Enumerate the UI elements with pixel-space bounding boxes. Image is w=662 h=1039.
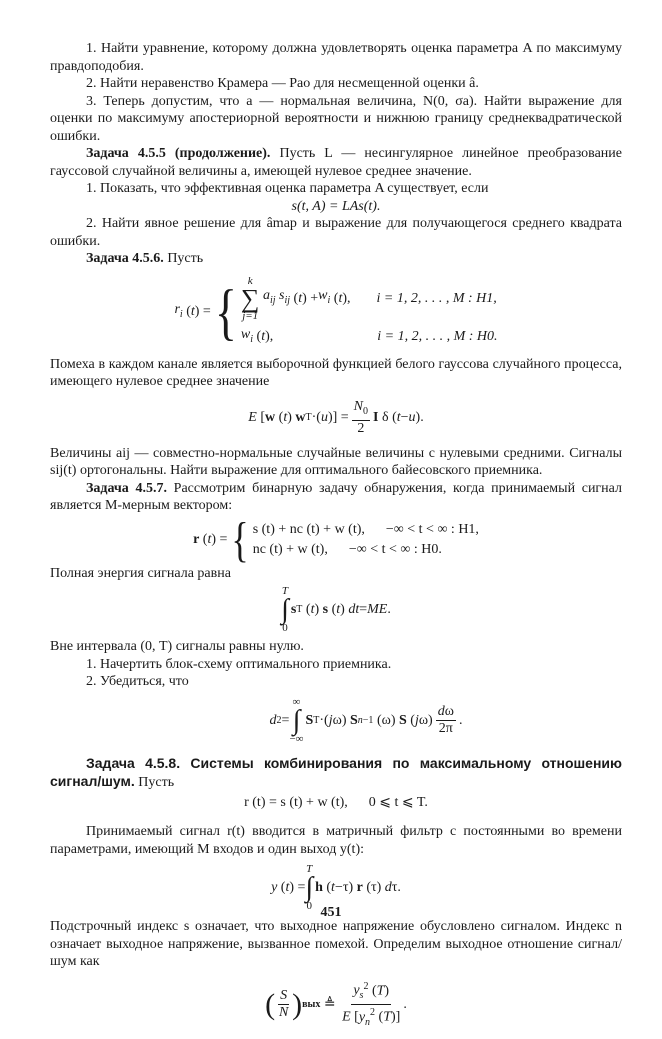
equation-snr: ( $\frac{S}{N}$ ) вых ≜ $\frac{y_s^2 (T)}{E [y_n^2 (T)]}$ . — [265, 980, 407, 1028]
item-3-map-estimate: 3. Теперь допустим, что a — нормальная величина, N(0, σa). Найти выражение для оценки по максимуму апостериорной вероятности и нижнюю границу среднеквадратической ошибки. — [50, 93, 622, 144]
task-4-5-8 — [50, 755, 622, 792]
task-4-5-6-text: Пусть — [167, 251, 204, 266]
task-4-5-5-item-2: 2. Найти явное решение для âmap и выражение для получающегося среднего квадрата ошибки. — [50, 216, 622, 249]
equation-energy: T ∫ 0 s T ( t ) s ( t ) dt = ME . — [281, 585, 391, 635]
equation-r-cases: r ( t ) = { s (t) + nc (t) + w (t), −∞ < t < ∞ : H1, nc (t) + w (t), −∞ < t < ∞ : H0. — [193, 512, 479, 567]
para-index-s: Подстрочный индекс s означает, что выходное напряжение обусловлено сигналом. Индекс n означает выходное напряжение, вызванное помехой. Определим выходное отношение сигнал/шум как — [50, 919, 622, 970]
equation-noise-covariance: E [ w ( t ) w T ·( u )] = $\frac{N_0}{2}$ I δ ( t − u ). — [248, 398, 424, 436]
para-matrix-filter: Принимаемый сигнал r(t) вводится в матричный фильтр с постоянными во времени параметрами, имеющий M входов и один выход y(t): — [50, 824, 622, 857]
equation-y-of-t: y ( t ) = T ∫ 0 h ( t −τ) r (τ) d τ. — [271, 863, 401, 913]
task-4-5-6 — [50, 250, 622, 268]
para-noise: Помеха в каждом канале является выборочной функцией белого гауссова случайного процесса, имеющего нулевое среднее значение — [50, 356, 622, 390]
task-4-5-5-heading: Задача 4.5.5 (продолжение). — [86, 146, 271, 161]
task-4-5-5 — [50, 145, 622, 180]
page-body — [50, 40, 622, 1039]
r-case-h0: nc (t) + w (t), −∞ < t < ∞ : H0. — [252, 542, 442, 558]
task-4-5-7 — [50, 480, 622, 515]
equation-r-of-t: r (t) = s (t) + w (t), 0 ⩽ t ⩽ T. — [244, 794, 428, 810]
equation-ri-cases: $r_i$ ( t ) = { k ∑ j=1 $a_{ij}$ $s_{ij}$ ( t ) + $w_i$ ( t ), i = 1, 2, . . . , M : H1, $w_i$ ( t ), i = 1, 2, . . . , M : H0. — [174, 274, 498, 346]
task-4-5-7-heading: Задача 4.5.7. — [86, 480, 167, 496]
task-4-5-7-item-1: 1. Начертить блок-схему оптимального приемника. — [86, 656, 392, 672]
task-4-5-5-item-1: 1. Показать, что эффективная оценка параметра A существует, если — [86, 181, 489, 196]
para-energy: Полная энергия сигнала равна — [50, 565, 231, 581]
task-4-5-5-text: Пусть L — несингулярное линейное преобразование гауссовой случайной величины a, имеющей нулевое среднее значение. — [50, 146, 623, 179]
item-2-cramer-rao: 2. Найти неравенство Крамера — Рао для несмещенной оценки â. — [86, 76, 479, 91]
equation-d-squared: d 2 = ∞ ∫ −∞ S T ·( j ω) S n −1 (ω) S ( j ω) $\frac{d\omega}{2\pi}$ . — [269, 695, 463, 745]
page-number: 451 — [320, 905, 342, 920]
ri-case-h0: i = 1, 2, . . . , M : H0. — [377, 328, 498, 344]
para-outside-interval: Вне интервала (0, T) сигналы равны нулю. — [50, 639, 304, 655]
task-4-5-8-text: Пусть — [138, 775, 175, 791]
para-aij: Величины aij — совместно-нормальные случайные величины с нулевыми средними. Сигналы sij(t) ортогональны. Найти выражение для оптимального байесовского приемника. — [50, 445, 622, 479]
item-1-ml-equation: 1. Найти уравнение, которому должна удовлетворять оценка параметра A по максимуму правдоподобия. — [50, 41, 622, 74]
equation-s-las: s(t, A) = LAs(t). — [291, 198, 381, 214]
r-case-h1: s (t) + nc (t) + w (t), −∞ < t < ∞ : H1, — [252, 521, 479, 537]
task-4-5-7-text: Рассмотрим бинарную задачу обнаружения, когда принимаемый сигнал является M-мерным вектором: — [50, 480, 622, 514]
task-4-5-8-heading: Задача 4.5.8. Системы комбинирования по максимальному отношению сигнал/шум. — [50, 754, 622, 790]
task-4-5-7-item-2: 2. Убедиться, что — [86, 674, 189, 690]
ri-case-h1: i = 1, 2, . . . , M : H1, — [376, 290, 497, 306]
task-4-5-6-heading: Задача 4.5.6. — [86, 251, 164, 266]
